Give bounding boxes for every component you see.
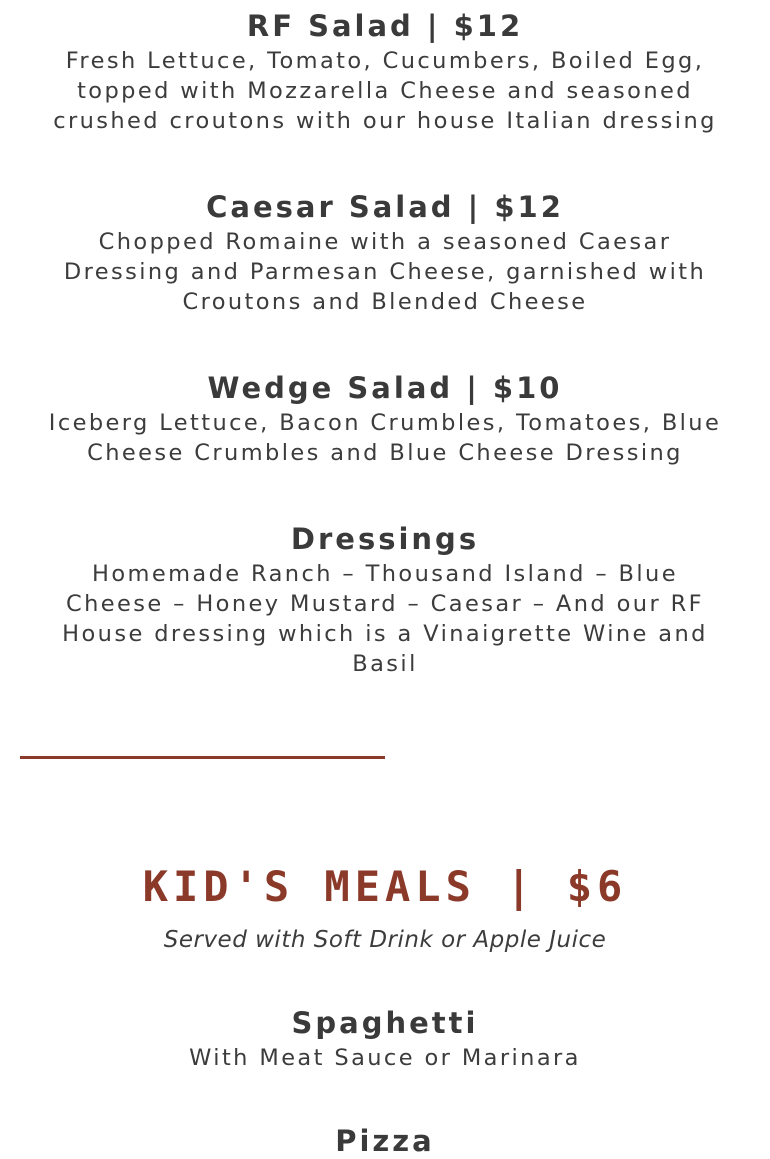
description-line: crushed croutons with our house Italian dressing [53, 108, 717, 134]
description-line: Homemade Ranch – Thousand Island – Blue [92, 561, 678, 587]
menu-item-pizza [0, 1123, 770, 1159]
description-line: Dressing and Parmesan Cheese, garnished with [63, 259, 707, 285]
menu-item-dressings [0, 521, 770, 679]
menu-item-wedge-salad [0, 370, 770, 468]
item-title: Wedge Salad | $10 [207, 371, 563, 405]
section-divider [20, 756, 385, 759]
description-line: Cheese Crumbles and Blue Cheese Dressing [87, 440, 683, 466]
item-description [0, 1043, 770, 1073]
description-line: Fresh Lettuce, Tomato, Cucumbers, Boiled Egg, [65, 48, 705, 74]
item-description [0, 408, 770, 468]
item-description [0, 227, 770, 317]
item-title: RF Salad | $12 [246, 9, 524, 43]
section-note: Served with Soft Drink or Apple Juice [163, 927, 607, 953]
menu-item-spaghetti [0, 1005, 770, 1073]
description-line: Cheese – Honey Mustard – Caesar – And our RF [65, 591, 705, 617]
item-title: Spaghetti [291, 1006, 479, 1040]
description-line: Chopped Romaine with a seasoned Caesar [98, 229, 672, 255]
description-line: topped with Mozzarella Cheese and seasoned [77, 78, 693, 104]
item-title: Pizza [335, 1124, 435, 1158]
description-line: Croutons and Blended Cheese [182, 289, 588, 315]
item-description [0, 559, 770, 679]
description-line: With Meat Sauce or Marinara [189, 1045, 581, 1071]
section-title-kids-meals: KID'S MEALS | $6 [142, 861, 628, 911]
description-line: Iceberg Lettuce, Bacon Crumbles, Tomatoes, Blue [48, 410, 722, 436]
menu-item-caesar-salad [0, 189, 770, 317]
item-title: Caesar Salad | $12 [206, 190, 564, 224]
menu-item-rf-salad [0, 8, 770, 136]
description-line: House dressing which is a Vinaigrette Wine and [62, 621, 708, 647]
description-line: Basil [352, 651, 418, 677]
item-description [0, 46, 770, 136]
item-title: Dressings [290, 522, 480, 556]
